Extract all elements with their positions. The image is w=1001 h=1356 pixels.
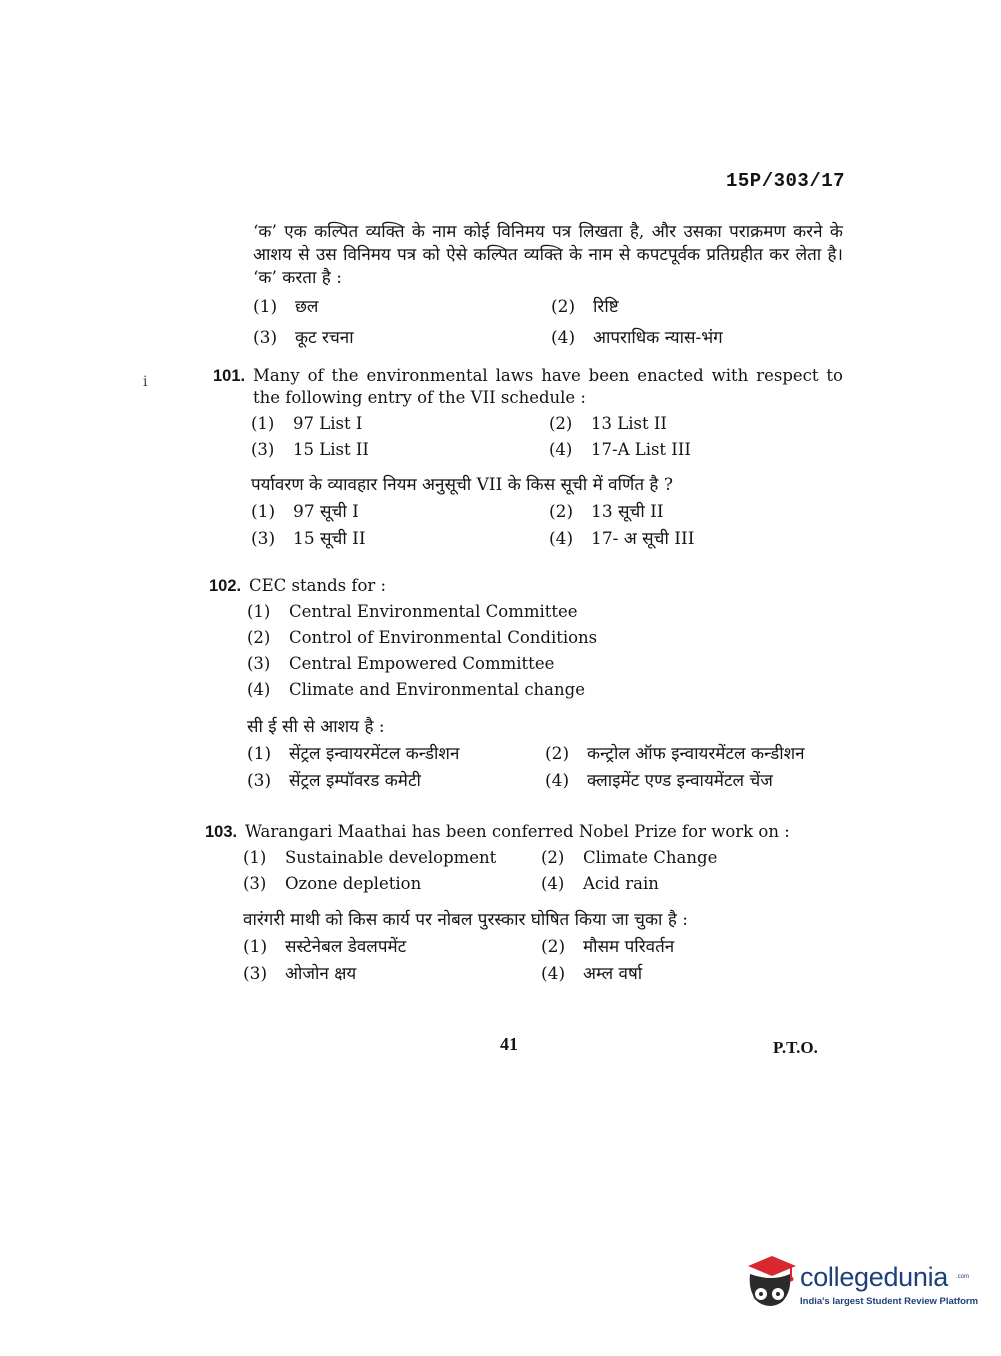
option-1: (1) 97 सूची I — [251, 502, 359, 522]
stray-mark: i — [143, 374, 148, 390]
option-2: (2) 13 सूची II — [549, 502, 664, 522]
options-hi — [243, 936, 840, 986]
brand-suffix: .com — [956, 1274, 970, 1280]
pto-label: P.T.O. — [773, 1038, 818, 1057]
option-1: (1) Sustainable development — [243, 848, 497, 867]
option-4: (4) Acid rain — [541, 874, 659, 893]
option-2: (2) Climate Change — [541, 848, 718, 867]
option-3: (3) सेंट्रल इम्पॉवरड कमेटी — [247, 771, 421, 791]
option-3: (3) Central Empowered Committee — [247, 654, 555, 673]
collegedunia-watermark — [742, 1248, 979, 1318]
option-3: (3) 15 List II — [251, 440, 369, 459]
question-100 — [253, 221, 843, 350]
page-code: 15P/303/17 — [726, 170, 846, 192]
brand-tagline: India's largest Student Review Platform — [800, 1296, 979, 1307]
option-2: (2) मौसम परिवर्तन — [541, 937, 675, 957]
options-en — [251, 413, 843, 461]
option-1: (1) सेंट्रल इन्वायरमेंटल कन्डीशन — [247, 744, 460, 764]
question-stem-en: CEC stands for : — [249, 576, 387, 595]
option-4: (4) क्लाइमेंट एण्ड इन्वायमेंटल चेंज — [545, 771, 773, 791]
option-2: (2) Control of Environmental Conditions — [247, 628, 598, 647]
option-2: (2) कन्ट्रोल ऑफ इन्वायरमेंटल कन्डीशन — [545, 744, 805, 764]
option-1: (1) छल — [253, 297, 319, 317]
option-1: (1) 97 List I — [251, 414, 363, 433]
option-3: (3) कूट रचना — [253, 328, 354, 348]
option-3: (3) ओजोन क्षय — [243, 964, 357, 984]
option-1: (1) Central Environmental Committee — [247, 602, 578, 621]
question-stem-en: Warangari Maathai has been conferred Nobel Prize for work on : — [245, 822, 790, 841]
options-en — [243, 847, 840, 895]
option-4: (4) 17- अ सूची III — [549, 529, 695, 549]
question-101 — [213, 365, 843, 551]
question-102 — [209, 575, 839, 793]
question-103 — [205, 821, 840, 986]
mascot-icon — [742, 1248, 800, 1318]
option-4: (4) अम्ल वर्षा — [541, 964, 643, 984]
question-stem-hi: पर्यावरण के व्यावहार नियम अनुसूची VII के किस सूची में वर्णित है ? — [251, 475, 673, 495]
question-stem-hi: सी ई सी से आशय है : — [247, 717, 385, 737]
option-4: (4) Climate and Environmental change — [247, 680, 585, 699]
options-en — [247, 601, 839, 701]
brand-name: collegedunia — [800, 1262, 949, 1292]
option-3: (3) 15 सूची II — [251, 529, 366, 549]
option-4: (4) 17-A List III — [549, 440, 691, 459]
question-number: 103. — [205, 823, 238, 841]
option-3: (3) Ozone depletion — [243, 874, 422, 893]
option-2: (2) 13 List II — [549, 414, 667, 433]
question-stem-hi: ‘क’ एक कल्पित व्यक्ति के नाम कोई विनिमय पत्र लिखता है, और उसका पराक्रमण करने के आशय से उस विनिमय पत्र को ऐसे कल्पित व्यक्ति के नाम से कपटपूर्वक प्रतिग्रहीत कर लेता है। ‘क’ करता है : — [253, 222, 843, 288]
options-hi — [251, 501, 843, 551]
question-number: 101. — [213, 367, 246, 385]
page-number: 41 — [500, 1034, 518, 1054]
option-1: (1) सस्टेनेबल डेवलपमेंट — [243, 937, 407, 957]
options-hi — [247, 743, 839, 793]
option-2: (2) रिष्टि — [551, 297, 619, 317]
options-hi — [253, 296, 843, 350]
question-number: 102. — [209, 577, 242, 595]
question-stem-hi: वारंगरी माथी को किस कार्य पर नोबल पुरस्कार घोषित किया जा चुका है : — [243, 910, 688, 930]
option-4: (4) आपराधिक न्यास-भंग — [551, 328, 723, 348]
question-stem-en: Many of the environmental laws have been enacted with respect to the following entry of the VII schedule : — [253, 366, 843, 407]
